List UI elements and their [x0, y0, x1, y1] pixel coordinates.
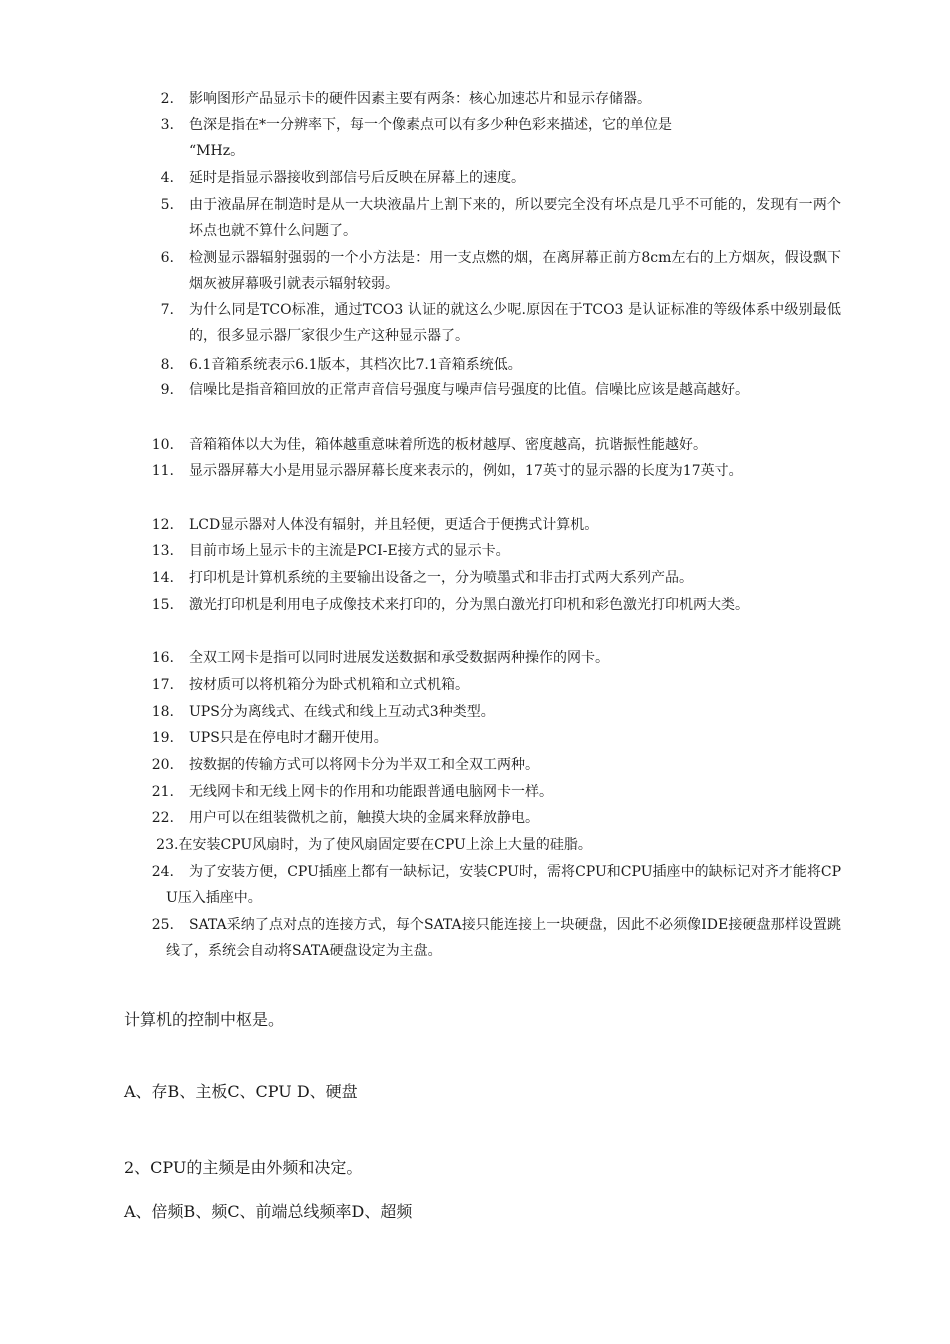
item-number: 8.	[160, 357, 174, 373]
item-text: 打印机是计算机系统的主要输出设备之一，分为喷墨式和非击打式两大系列产品。	[189, 570, 693, 586]
item-number: 18.	[151, 704, 174, 720]
item-text: SATA采纳了点对点的连接方式，每个SATA接只能连接上一块硬盘，因此不必须像IDE接硬盘那样设置跳线了，系统会自动将SATA硬盘设定为主盘。	[166, 917, 841, 959]
item-number: 22.	[151, 810, 174, 826]
item-number: 6.	[160, 250, 174, 266]
question-options: A、存B、主板C、CPU D、硬盘	[124, 1082, 358, 1101]
item-text: 音箱箱体以大为佳，箱体越重意味着所选的板材越厚、密度越高，抗谐振性能越好。	[189, 437, 707, 453]
item-text: 影响图形产品显示卡的硬件因素主要有两条：核心加速芯片和显示存储器。	[189, 91, 651, 107]
item-text: UPS只是在停电时才翻开使用。	[189, 730, 388, 746]
item-text: 为了安装方便，CPU插座上都有一缺标记，安装CPU时，需将CPU和CPU插座中的缺标记对齐才能将CPU压入插座中。	[166, 864, 841, 906]
item-number: 13.	[151, 543, 174, 559]
item-text: 显示器屏幕大小是用显示器屏幕长度来表示的，例如，17英寸的显示器的长度为17英寸。	[189, 463, 743, 479]
item-number: 25.	[151, 917, 174, 933]
item-number: 21.	[151, 784, 174, 800]
item-text: 目前市场上显示卡的主流是PCI-E接方式的显示卡。	[189, 543, 510, 559]
item-text: .在安装CPU风扇时，为了使风扇固定要在CPU上涂上大量的硅脂。	[174, 837, 592, 853]
item-text: 为什么同是TCO标准，通过TCO3 认证的就这么少呢.原因在于TCO3 是认证标准的等级体系中级别最低的，很多显示器厂家很少生产这种显示器了。	[189, 302, 841, 344]
item-number: 15.	[151, 597, 174, 613]
item-number: 14.	[151, 570, 174, 586]
item-number: 2.	[160, 91, 174, 107]
item-text: “MHz。	[189, 143, 245, 159]
item-text: 无线网卡和无线上网卡的作用和功能跟普通电脑网卡一样。	[189, 784, 553, 800]
item-number: 11.	[151, 463, 174, 479]
item-number: 7.	[160, 302, 174, 318]
item-text: 按数据的传输方式可以将网卡分为半双工和全双工两种。	[189, 757, 539, 773]
item-text: LCD显示器对人体没有辐射，并且轻便，更适合于便携式计算机。	[189, 517, 599, 533]
item-number: 5.	[160, 197, 174, 213]
item-number: 9.	[160, 382, 174, 398]
question-options: A、倍频B、频C、前端总线频率D、超频	[124, 1202, 413, 1221]
item-number: 23	[156, 837, 174, 853]
question-text: 2、CPU的主频是由外频和决定。	[124, 1158, 363, 1177]
item-number: 24.	[151, 864, 174, 880]
item-number: 3.	[160, 117, 174, 133]
item-text: 延时是指显示器接收到部信号后反映在屏幕上的速度。	[189, 170, 525, 186]
item-number: 16.	[151, 650, 174, 666]
item-number: 20.	[151, 757, 174, 773]
item-text: 检测显示器辐射强弱的一个小方法是：用一支点燃的烟，在离屏幕正前方8cm左右的上方烟灰，假设飘下烟灰被屏幕吸引就表示辐射较弱。	[189, 250, 841, 292]
item-number: 4.	[160, 170, 174, 186]
item-text: UPS分为离线式、在线式和线上互动式3种类型。	[189, 704, 495, 720]
item-text: 由于液晶屏在制造时是从一大块液晶片上割下来的，所以要完全没有坏点是几乎不可能的，发现有一两个坏点也就不算什么问题了。	[189, 197, 841, 239]
item-text: 信噪比是指音箱回放的正常声音信号强度与噪声信号强度的比值。信噪比应该是越高越好。	[189, 382, 749, 398]
item-number: 10.	[151, 437, 174, 453]
item-number: 12.	[151, 517, 174, 533]
question-text: 计算机的控制中枢是。	[124, 1010, 285, 1029]
item-number: 19.	[151, 730, 174, 746]
item-text: 6.1音箱系统表示6.1版本，其档次比7.1音箱系统低。	[189, 357, 522, 373]
item-text: 激光打印机是利用电子成像技术来打印的，分为黑白激光打印机和彩色激光打印机两大类。	[189, 597, 749, 613]
item-number: 17.	[151, 677, 174, 693]
item-text: 全双工网卡是指可以同时进展发送数据和承受数据两种操作的网卡。	[189, 650, 609, 666]
item-text: 色深是指在*一分辨率下，每一个像素点可以有多少种色彩来描述，它的单位是	[189, 117, 672, 133]
item-text: 按材质可以将机箱分为卧式机箱和立式机箱。	[189, 677, 469, 693]
item-text: 用户可以在组装微机之前，触摸大块的金属来释放静电。	[189, 810, 539, 826]
